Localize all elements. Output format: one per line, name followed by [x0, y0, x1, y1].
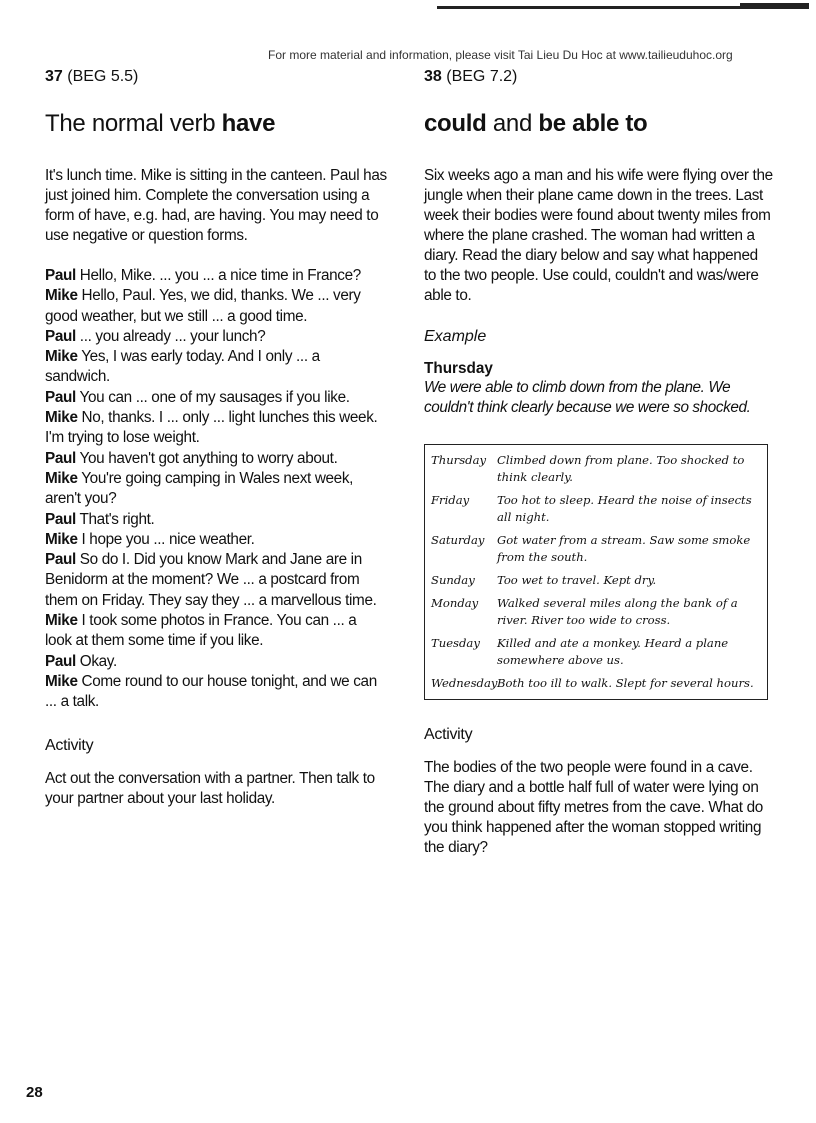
- unit-number: 37: [45, 68, 63, 85]
- intro-line: just joined him. Complete the conversation using a: [45, 187, 370, 204]
- dialogue-line: [45, 510, 395, 530]
- dialogue-line: [45, 611, 395, 631]
- title-plain: and: [486, 110, 539, 137]
- unit-ref: (BEG 5.5): [67, 68, 139, 85]
- speech: You haven't got anything to worry about.: [75, 449, 338, 467]
- speech: Okay.: [75, 652, 117, 670]
- diary-day: Thursday: [431, 453, 487, 467]
- speaker: Paul: [45, 652, 76, 670]
- speaker: Mike: [45, 612, 78, 630]
- diary-day: Sunday: [431, 573, 475, 587]
- diary-row: [431, 529, 761, 569]
- diary-entry: Climbed down from plane. Too shocked to think clearly.: [497, 453, 745, 484]
- speech: Hello, Paul. Yes, we did, thanks. We ... very: [77, 287, 361, 305]
- activity-text: [424, 758, 776, 858]
- intro-line: It's lunch time. Mike is sitting in the canteen. Paul has: [45, 167, 387, 184]
- speech: Come round to our house tonight, and we can: [77, 672, 377, 690]
- speech: You're going camping in Wales next week,: [77, 469, 354, 487]
- unit-header-38: [424, 68, 776, 92]
- dialogue-line: [45, 652, 395, 672]
- example-day: Thursday: [424, 360, 493, 377]
- speaker: Mike: [45, 287, 78, 305]
- speech: Yes, I was early today. And I only ... a: [77, 348, 320, 366]
- diary-entry: Killed and ate a monkey. Heard a plane somewhere above us.: [497, 636, 729, 667]
- speech: good weather, but we still ... a good time.: [45, 307, 308, 325]
- left-column: [45, 68, 395, 809]
- intro-paragraph: [424, 166, 776, 306]
- dialogue-line: [45, 388, 395, 408]
- dialogue-line: [45, 591, 395, 611]
- intro-line: to the two people. Use could, couldn't and was/were: [424, 267, 759, 284]
- diary-row: [431, 632, 761, 672]
- speech: Hello, Mike. ... you ... a nice time in France?: [75, 267, 361, 284]
- dialogue-line: [45, 631, 395, 651]
- example-text: [424, 378, 776, 418]
- diary-entry: Got water from a stream. Saw some smoke from the south.: [497, 533, 751, 564]
- activity-line: The bodies of the two people were found in a cave.: [424, 759, 753, 776]
- dialogue-line: [45, 307, 395, 327]
- speech: look at them some time if you like.: [45, 632, 264, 650]
- intro-paragraph: [45, 166, 395, 246]
- example-line: couldn't think clearly because we were so shocked.: [424, 399, 751, 416]
- section-title-have: [45, 110, 395, 144]
- speaker: Mike: [45, 530, 78, 548]
- dialogue-line: [45, 449, 395, 469]
- activity-line: The diary and a bottle half full of water were lying on: [424, 779, 759, 796]
- example-heading: Example: [424, 328, 487, 345]
- dialogue-line: [45, 570, 395, 590]
- speaker: Mike: [45, 348, 78, 366]
- top-rule: [437, 6, 809, 9]
- speech: I'm trying to lose weight.: [45, 429, 200, 447]
- dialogue: [45, 266, 395, 713]
- speech: sandwich.: [45, 368, 110, 386]
- title-bold: could: [424, 110, 487, 137]
- diary-entry: Walked several miles along the bank of a river. River too wide to cross.: [497, 596, 738, 627]
- dialogue-line: [45, 489, 395, 509]
- speech: Benidorm at the moment? We ... a postcard from: [45, 571, 360, 589]
- unit-ref: (BEG 7.2): [446, 68, 518, 85]
- dialogue-line: [45, 367, 395, 387]
- diary-day: Tuesday: [431, 636, 480, 650]
- dialogue-line: [45, 672, 395, 692]
- title-bold: be able to: [538, 110, 648, 137]
- dialogue-line: [45, 692, 395, 712]
- speech: That's right.: [75, 510, 155, 528]
- site-note: For more material and information, please visit Tai Lieu Du Hoc at www.tailieuduhoc.org: [268, 48, 733, 62]
- intro-line: jungle when their plane came down in the trees. Last: [424, 187, 763, 204]
- speaker: Paul: [45, 327, 76, 345]
- activity-heading: Activity: [424, 726, 473, 743]
- speaker: Paul: [45, 510, 76, 528]
- dialogue-line: [45, 408, 395, 428]
- speech: You can ... one of my sausages if you like.: [75, 388, 350, 406]
- intro-line: where the plane crashed. The woman had written a: [424, 227, 755, 244]
- diary-day: Friday: [431, 493, 470, 507]
- unit-number: 38: [424, 68, 442, 85]
- speech: ... a talk.: [45, 693, 99, 711]
- speech: them on Friday. They say they ... a marvellous time.: [45, 591, 377, 609]
- intro-line: diary. Read the diary below and say what happened: [424, 247, 758, 264]
- dialogue-line: [45, 428, 395, 448]
- speech: No, thanks. I ... only ... light lunches this week.: [77, 409, 378, 427]
- page-number: 28: [26, 1084, 43, 1101]
- diary-day: Monday: [431, 596, 479, 610]
- dialogue-line: [45, 327, 395, 347]
- diary-entry: Both too ill to walk. Slept for several hours.: [497, 676, 754, 690]
- diary-entry: Too wet to travel. Kept dry.: [497, 573, 657, 587]
- diary-row: [431, 489, 761, 529]
- speaker: Paul: [45, 551, 76, 569]
- activity-line: you think happened after the woman stopped writing: [424, 819, 762, 836]
- speech: I took some photos in France. You can ... a: [77, 612, 357, 630]
- speaker: Paul: [45, 388, 76, 406]
- intro-line: use negative or question forms.: [45, 227, 248, 244]
- activity-line: the ground about fifty metres from the cave. What do: [424, 799, 763, 816]
- speech: So do I. Did you know Mark and Jane are in: [75, 551, 362, 569]
- speech: ... you already ... your lunch?: [75, 327, 266, 345]
- intro-line: Six weeks ago a man and his wife were flying over the: [424, 167, 773, 184]
- diary-entry: Too hot to sleep. Heard the noise of insects all night.: [497, 493, 752, 524]
- speaker: Mike: [45, 469, 78, 487]
- top-rule-accent: [740, 3, 809, 6]
- activity-heading: Activity: [45, 736, 94, 754]
- intro-line: form of have, e.g. had, are having. You may need to: [45, 207, 379, 224]
- dialogue-line: [45, 469, 395, 489]
- dialogue-line: [45, 530, 395, 550]
- activity-line: your partner about your last holiday.: [45, 789, 275, 807]
- speaker: Mike: [45, 672, 78, 690]
- title-bold: have: [221, 110, 276, 137]
- diary-row: [431, 449, 761, 489]
- diary-row: [431, 592, 761, 632]
- speaker: Paul: [45, 267, 76, 284]
- diary-day: Wednesday: [431, 676, 498, 690]
- title-plain: The normal verb: [45, 110, 222, 137]
- speech: aren't you?: [45, 490, 117, 508]
- dialogue-line: [45, 550, 395, 570]
- diary-day: Saturday: [431, 533, 485, 547]
- activity-line: Act out the conversation with a partner. Then talk to: [45, 769, 375, 787]
- dialogue-line: [45, 266, 395, 286]
- dialogue-line: [45, 347, 395, 367]
- intro-line: able to.: [424, 287, 472, 304]
- diary-row: [431, 672, 761, 695]
- section-title-could: [424, 110, 776, 144]
- example-line: We were able to climb down from the plane. We: [424, 379, 731, 396]
- diary-row: [431, 569, 761, 592]
- speaker: Mike: [45, 409, 78, 427]
- activity-line: the diary?: [424, 839, 488, 856]
- intro-line: week their bodies were found about twenty miles from: [424, 207, 771, 224]
- speech: I hope you ... nice weather.: [77, 530, 255, 548]
- unit-header-37: [45, 68, 395, 92]
- dialogue-line: [45, 286, 395, 306]
- diary-box: [424, 444, 768, 700]
- activity-text: [45, 769, 395, 809]
- right-column: [424, 68, 776, 858]
- speaker: Paul: [45, 449, 76, 467]
